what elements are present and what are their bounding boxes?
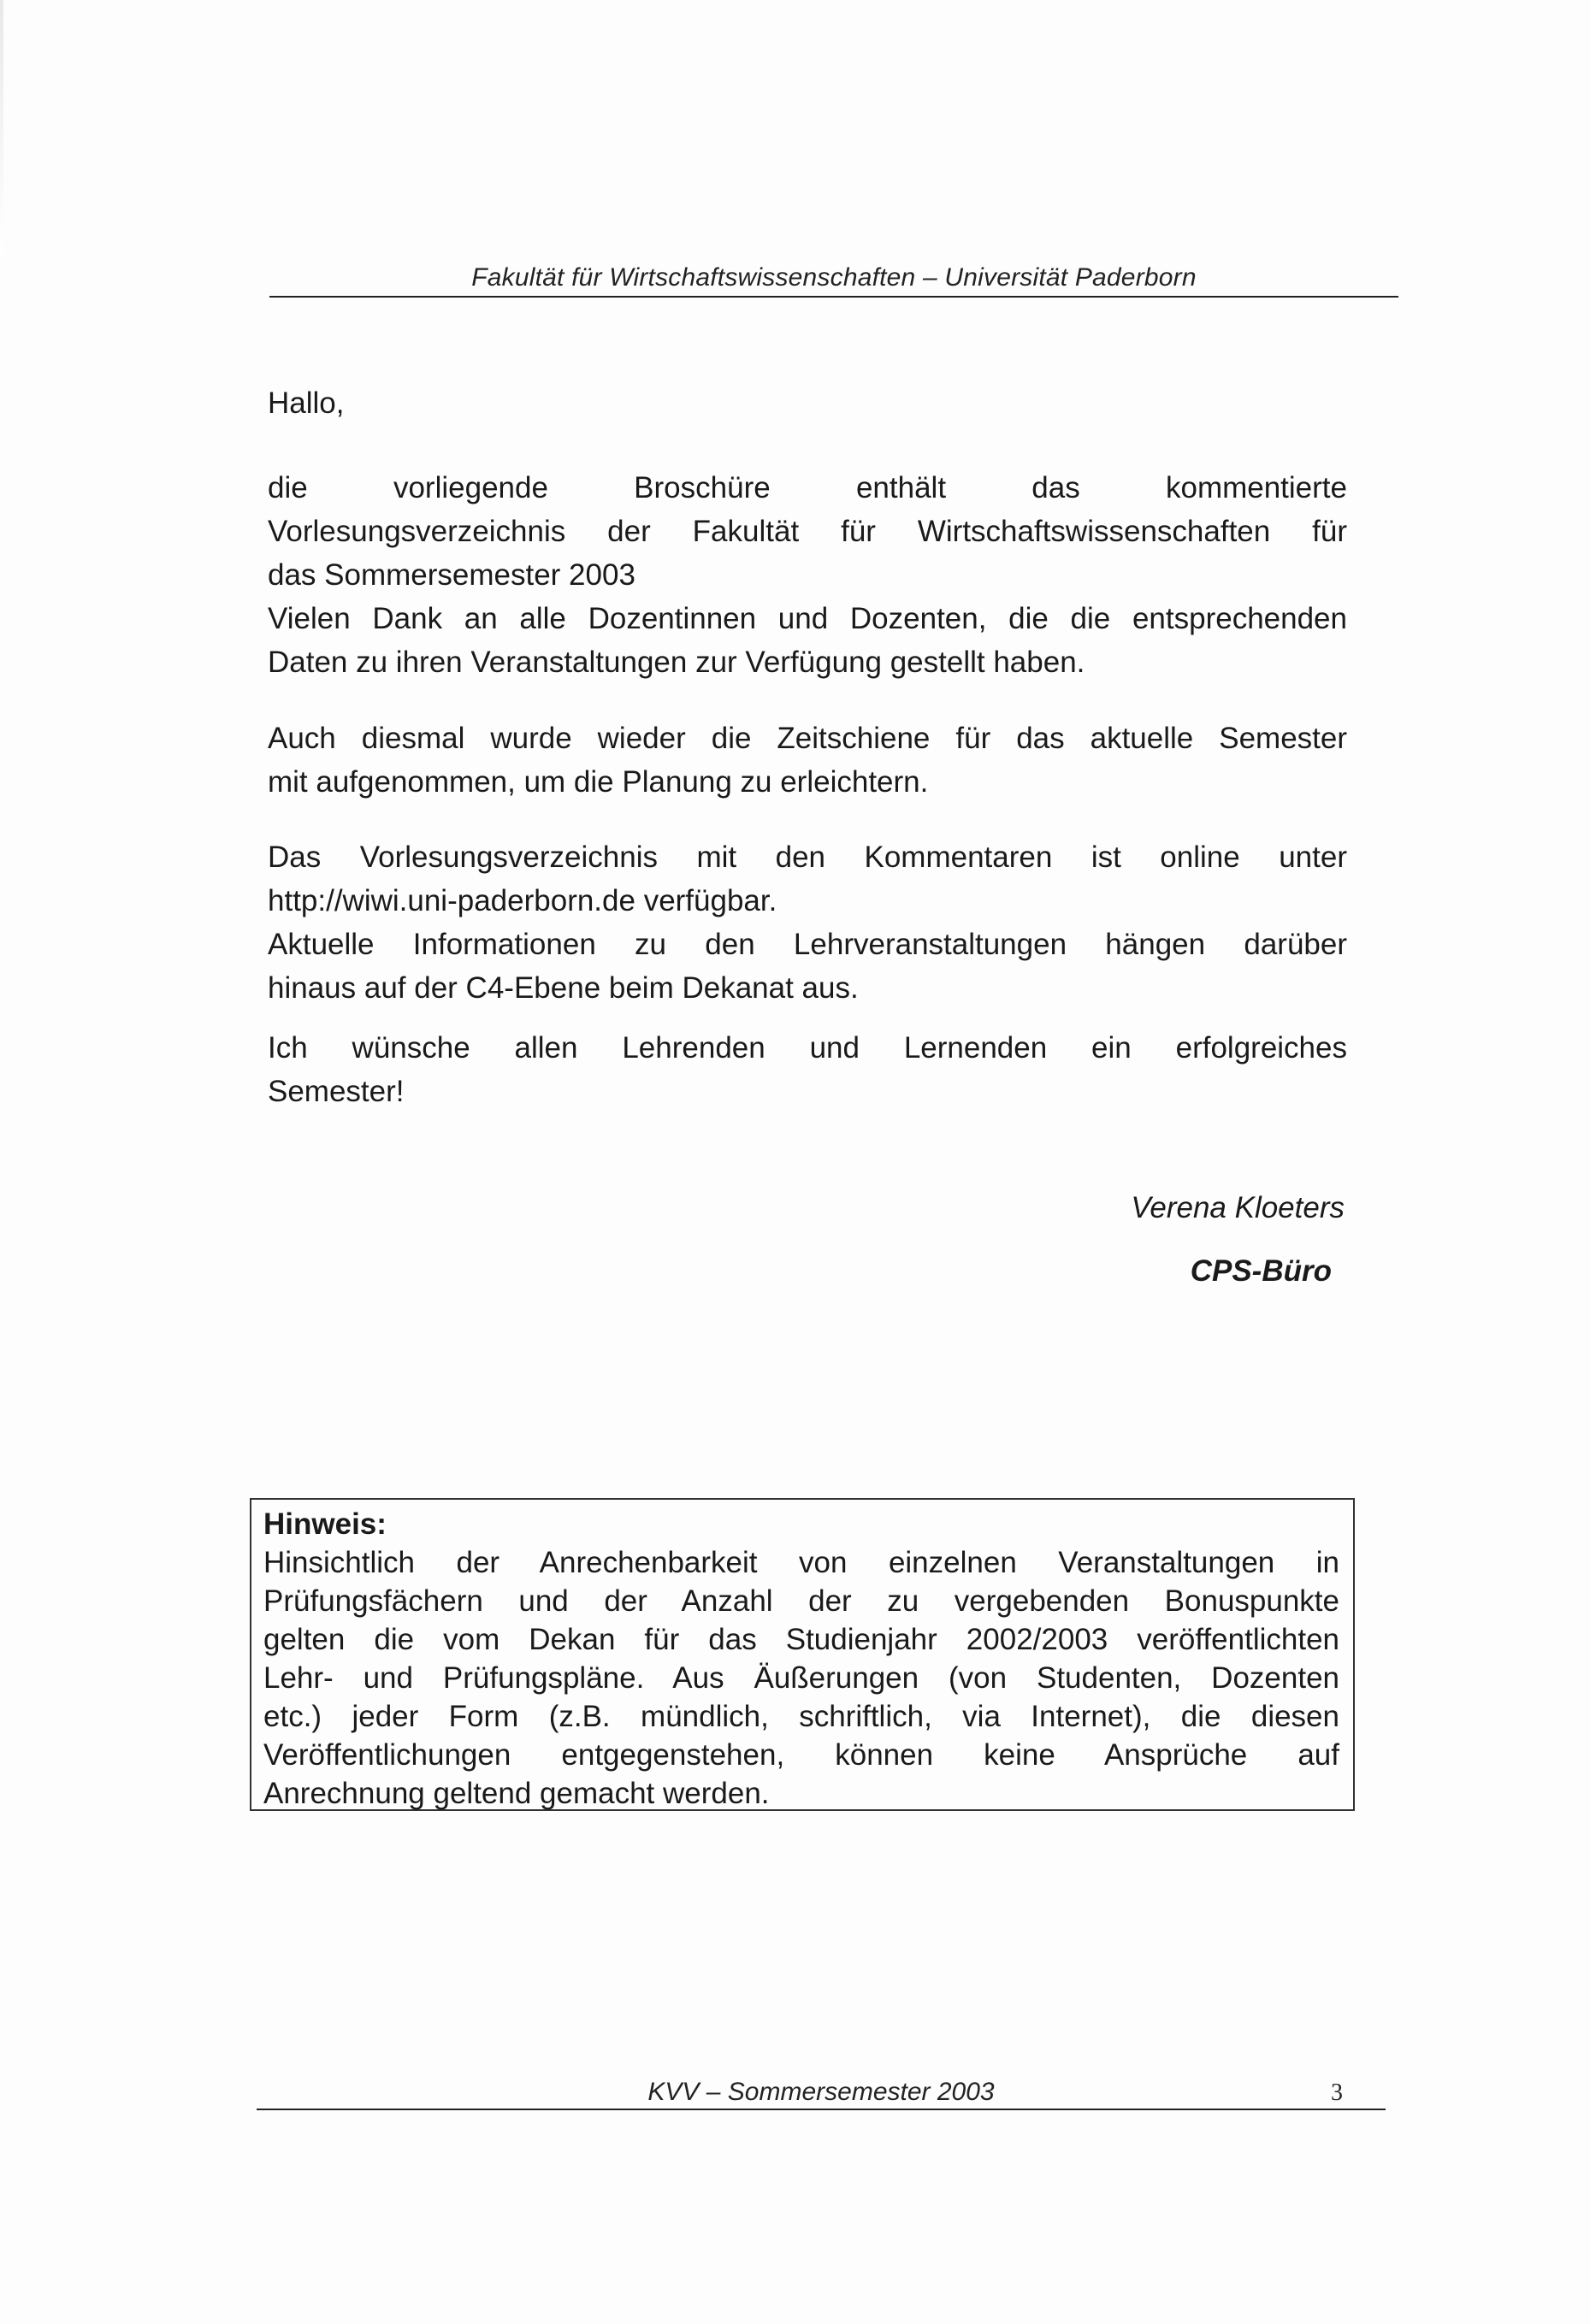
greeting: Hallo,: [268, 386, 345, 420]
paragraph-line: Vorlesungsverzeichnis der Fakultät für Wirtschaftswissenschaften für: [268, 515, 1347, 548]
header-title: Fakultät für Wirtschaftswissenschaften – Universität Paderborn: [471, 263, 1197, 292]
page-number: 3: [1331, 2079, 1343, 2106]
signature-name: Verena Kloeters: [1131, 1191, 1345, 1224]
paragraph-online: [268, 835, 1347, 1010]
notice-line: etc.) jeder Form (z.B. mündlich, schriftlich, via Internet), die diesen: [263, 1700, 1339, 1733]
notice-line: Anrechnung geltend gemacht werden.: [263, 1777, 770, 1810]
paragraph-line: hinaus auf der C4-Ebene beim Dekanat aus.: [268, 971, 859, 1005]
footer-title: KVV – Sommersemester 2003: [647, 2078, 995, 2106]
scan-edge: [0, 0, 3, 257]
paragraph-line: Vielen Dank an alle Dozentinnen und Dozenten, die die entsprechenden: [268, 602, 1347, 635]
paragraph-line: http://wiwi.uni-paderborn.de verfügbar.: [268, 884, 777, 917]
paragraph-line: Auch diesmal wurde wieder die Zeitschiene für das aktuelle Semester: [268, 722, 1347, 755]
notice-title: Hinweis:: [263, 1507, 387, 1541]
notice-content: [263, 1505, 1339, 1813]
notice-line: Veröffentlichungen entgegenstehen, können keine Ansprüche auf: [263, 1738, 1339, 1772]
paragraph-line: mit aufgenommen, um die Planung zu erleichtern.: [268, 765, 929, 799]
paragraph-line: Aktuelle Informationen zu den Lehrveranstaltungen hängen darüber: [268, 928, 1347, 961]
paragraph-line: Ich wünsche allen Lehrenden und Lernenden ein erfolgreiches: [268, 1031, 1347, 1065]
paragraph-wishes: [268, 1026, 1347, 1113]
notice-line: Prüfungsfächern und der Anzahl der zu vergebenden Bonuspunkte: [263, 1584, 1339, 1618]
notice-line: Lehr- und Prüfungspläne. Aus Äußerungen (von Studenten, Dozenten: [263, 1661, 1339, 1695]
paragraph-line: das Sommersemester 2003: [268, 558, 635, 592]
paragraph-line: die vorliegende Broschüre enthält das kommentierte: [268, 471, 1347, 504]
signature-department: CPS-Büro: [1190, 1254, 1332, 1288]
notice-box: [250, 1498, 1355, 1811]
page-footer: [257, 2069, 1386, 2110]
page-header: [269, 257, 1398, 298]
paragraph-line: Semester!: [268, 1075, 405, 1108]
paragraph-line: Daten zu ihren Veranstaltungen zur Verfügung gestellt haben.: [268, 646, 1085, 679]
paragraph-line: Das Vorlesungsverzeichnis mit den Kommentaren ist online unter: [268, 841, 1347, 874]
paragraph-intro: [268, 466, 1347, 684]
notice-line: Hinsichtlich der Anrechenbarkeit von einzelnen Veranstaltungen in: [263, 1546, 1339, 1579]
notice-line: gelten die vom Dekan für das Studienjahr 2002/2003 veröffentlichten: [263, 1623, 1339, 1656]
paragraph-timeline: [268, 717, 1347, 804]
